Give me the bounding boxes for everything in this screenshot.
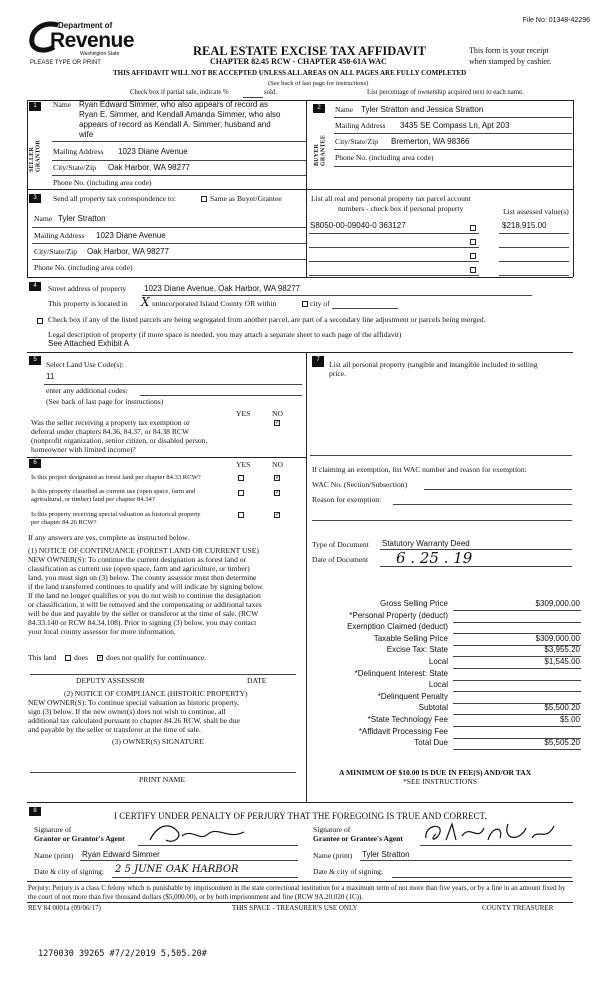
receipt-note-1: This form is your receipt — [469, 46, 549, 55]
same-as-buyer-label: Same as Buyer/Grantee — [210, 194, 282, 203]
parcel-list-label-2: numbers - check box if personal property — [338, 204, 464, 213]
this-land-label: This land — [28, 653, 57, 662]
continuance-4: land, you must sign on (3) below. The county assessor must then determine — [28, 573, 257, 582]
continuance-9: 84.33.140 or RCW 84.34.108). Prior to signing (3) below, you may contact — [28, 618, 257, 627]
no-header-6: NO — [272, 460, 283, 469]
city-checkbox[interactable] — [302, 301, 308, 307]
grantee-date-label: Date & city of signing: — [313, 867, 384, 876]
current-use-yes-checkbox[interactable] — [238, 490, 244, 496]
see-back: (See back of last page for instructions) — [268, 80, 369, 87]
fee-label: Total Due — [414, 738, 448, 748]
unincorporated-mark: X — [141, 295, 150, 309]
exemption-question-4: homeowner with limited income)? — [31, 445, 136, 454]
fee-label: Gross Selling Price — [379, 599, 448, 608]
parcel-number: S8050-00-09040-0 363127 — [310, 221, 406, 230]
grantee-sig-label-2: Grantee or Grantee's Agent — [313, 834, 403, 843]
fee-label: Taxable Selling Price — [373, 633, 448, 643]
compliance-2: NEW OWNER(S): To continue special valuation as historic property, — [28, 698, 240, 707]
logo-line1: Department of — [58, 21, 113, 30]
buyer-name: Tyler Stratton and Jessica Stratton — [361, 105, 484, 114]
assessed-label: List assessed value(s) — [503, 207, 569, 216]
buyer-name-label: Name — [335, 105, 354, 114]
exemption-question-3: (nonprofit organization, senior citizen, or disabled person, — [31, 436, 208, 445]
fee-value: $5,505.20 — [544, 738, 580, 748]
grantor-sig-label-2: Grantor or Grantor's Agent — [34, 834, 125, 843]
cashier-stamp: 1270030 39265 #7/2/2019 5,505.20# — [38, 949, 207, 959]
fee-label: Local — [428, 657, 448, 666]
compliance-1: (2) NOTICE OF COMPLIANCE (HISTORIC PROPERTY) — [64, 689, 248, 698]
section-7-number: 7 — [312, 356, 324, 367]
yes-header: YES — [236, 409, 251, 418]
fee-value: $309,000.00 — [535, 633, 580, 643]
doc-date-label: Date of Document — [312, 555, 369, 564]
tax-name: Tyler Stratton — [58, 214, 106, 223]
buyer-phone-label: Phone No. (including area code) — [335, 153, 434, 162]
deputy-assessor-label: DEPUTY ASSESSOR — [76, 676, 145, 685]
fee-label: Exemption Claimed (deduct) — [347, 622, 448, 632]
personal-property-checkbox[interactable] — [470, 267, 476, 273]
seller-mail-label: Mailing Address — [53, 147, 104, 156]
assessed-value: $218,915.00 — [502, 221, 547, 230]
seller-name-1: Ryan Edward Simmer, who also appears of record as — [79, 100, 268, 109]
no-header: NO — [272, 409, 283, 418]
grantee-signature — [422, 818, 572, 848]
grantor-sig-label-1: Signature of — [34, 825, 72, 834]
current-use-no-checkbox[interactable]: ✓ — [275, 490, 281, 496]
fee-value: $309,000.00 — [535, 599, 580, 608]
exemption-wac-label: If claiming an exemption, list WAC number and reason for exemption: — [312, 465, 527, 474]
buyer-grantee-label: BUYER GRANTEE — [314, 134, 327, 166]
does-qualify-checkbox[interactable] — [65, 655, 71, 661]
same-as-buyer-checkbox[interactable] — [201, 196, 207, 202]
logo-line3: Washington State — [80, 51, 120, 57]
land-use-code: 11 — [46, 372, 55, 381]
continuance-6: If the land no longer qualifies or you do not wish to continue the designation — [28, 591, 261, 600]
doc-type-label: Type of Document — [312, 540, 369, 549]
grantor-name-label: Name (print) — [34, 851, 74, 860]
tax-mail-label: Mailing Address — [34, 231, 85, 240]
grantor-date-city: 2 5 JUNE OAK HARBOR — [115, 864, 239, 875]
print-name-label: PRINT NAME — [139, 775, 186, 784]
treasurer-space: THIS SPACE - TREASURER'S USE ONLY — [232, 904, 358, 912]
personal-property-label-1: List all personal property (tangible and intangible included in selling — [329, 360, 538, 369]
buyer-mail: 3435 SE Compass Ln, Apt 203 — [400, 121, 510, 130]
historic-question-1: Is this property receiving special valuation as historical property — [31, 511, 201, 518]
exemption-no-checkbox[interactable]: ✓ — [275, 420, 281, 426]
current-use-question-1: Is this property classified as current use (open space, farm and — [31, 488, 196, 495]
ownership-note: List percentage of ownership acquired next to each name. — [367, 89, 524, 96]
fee-label: Local — [428, 680, 448, 690]
segregation-label: Check box if any of the listed parcels are being segregated from another parcel, are part of a secondary line adjustment or parcels being merged. — [48, 315, 486, 324]
receipt-note-2: when stamped by cashier. — [469, 57, 552, 66]
assessor-date-label: DATE — [247, 676, 267, 685]
compliance-4: additional tax calculated pursuant to chapter 84.26 RCW, shall be due — [28, 716, 240, 725]
certify-statement: I CERTIFY UNDER PENALTY OF PERJURY THAT THE FOREGOING IS TRUE AND CORRECT. — [114, 811, 487, 821]
form-subtitle: CHAPTER 82.45 RCW - CHAPTER 458-61A WAC — [210, 57, 387, 66]
legal-desc-label: Legal description of property (if more space is needed, you may attach a separate sheet to each page of the affidavit) — [48, 330, 402, 339]
city-of-label: city of — [310, 299, 330, 308]
personal-property-checkbox[interactable] — [470, 239, 476, 245]
seller-grantor-label: SELLER GRANTOR — [29, 140, 42, 172]
section-8-number: 8 — [29, 807, 41, 816]
section-2-number: 2 — [313, 104, 325, 113]
reason-label: Reason for exemption: — [312, 495, 382, 504]
fee-label: *Personal Property (deduct) — [349, 610, 448, 620]
seller-name-3: appears of record as Kendall A. Simmer, husband and — [79, 120, 271, 129]
fee-value: $1,545.00 — [544, 657, 580, 666]
legal-desc: See Attached Exhibit A — [48, 339, 129, 348]
tax-city-label: City/State/Zip — [34, 247, 78, 256]
fee-label: *State Technology Fee — [367, 715, 448, 724]
grantee-name-label: Name (print) — [313, 851, 353, 860]
located-in-label: This property is located in — [48, 299, 128, 308]
continuance-8: will be due and payable by the seller or transferor at the time of sale. (RCW — [28, 609, 259, 618]
continuance-5: if the land transferred continues to qualify and will indicate by signing below. — [28, 582, 264, 591]
exemption-question-1: Was the seller receiving a property tax exemption or — [31, 418, 190, 427]
compliance-3: sign (3) below. If the new owner(s) does not wish to continue, all — [28, 707, 226, 716]
minimum-due: A MINIMUM OF $10.00 IS DUE IN FEE(S) AND/OR TAX — [339, 768, 532, 777]
forest-yes-checkbox[interactable] — [238, 475, 244, 481]
fee-value: $3,955.20 — [544, 645, 580, 655]
continuance-1: (1) NOTICE OF CONTINUANCE (FOREST LAND OR CURRENT USE) — [28, 546, 259, 555]
warning: THIS AFFIDAVIT WILL NOT BE ACCEPTED UNLESS ALL AREAS ON ALL PAGES ARE FULLY COMPLETED — [113, 69, 467, 77]
does-not-label: does not qualify for continuance. — [106, 653, 207, 662]
fee-value: $5,500.20 — [544, 703, 580, 713]
seller-city: Oak Harbor, WA 98277 — [108, 163, 190, 172]
compliance-5: and payable by the seller or transferor at the time of sale. — [28, 725, 201, 734]
forest-no-checkbox[interactable]: ✓ — [275, 475, 281, 481]
grantor-date-label: Date & city of signing: — [34, 867, 105, 876]
land-use-instructions: (See back of last page for instructions) — [46, 397, 164, 406]
tax-name-label: Name — [34, 214, 53, 223]
wac-number-label: WAC No. (Section/Subsection) — [312, 480, 408, 489]
historic-yes-checkbox[interactable] — [238, 512, 244, 518]
dor-logo — [28, 15, 138, 65]
seller-name-label: Name — [53, 100, 72, 109]
fee-label: Subtotal — [418, 703, 448, 713]
historic-no-checkbox[interactable]: ✓ — [275, 512, 281, 518]
grantor-name: Ryan Edward Simmer — [82, 850, 160, 859]
section-6-number: 6 — [29, 459, 41, 468]
seller-mail: 1023 Diane Avenue — [118, 147, 188, 156]
file-number: File No: 01348-42296 — [522, 17, 590, 24]
tax-phone-label: Phone No. (including area code) — [34, 263, 133, 272]
seller-phone-label: Phone No. (including area code) — [53, 178, 152, 187]
grantor-signature — [148, 818, 254, 848]
see-instructions: *SEE INSTRUCTIONS — [403, 777, 478, 786]
section-3-number: 3 — [29, 194, 41, 203]
does-not-qualify-checkbox[interactable]: ✓ — [98, 655, 104, 661]
yes-header-6: YES — [236, 460, 251, 469]
tax-mail: 1023 Diane Avenue — [96, 231, 166, 240]
doc-type: Statutory Warranty Deed — [382, 539, 470, 548]
historic-question-2: per chapter 84.26 RCW? — [31, 519, 97, 526]
segregation-checkbox[interactable] — [37, 318, 43, 324]
fee-label: *Delinquent Penalty — [377, 691, 448, 701]
grantee-sig-label-1: Signature of — [313, 825, 351, 834]
send-correspondence: Send all property tax correspondence to: — [53, 194, 176, 203]
partial-sold: sold. — [264, 89, 278, 96]
current-use-question-2: agricultural, or timber) land per chapter 84.34? — [31, 496, 155, 503]
personal-property-checkbox[interactable] — [470, 253, 476, 259]
personal-property-label-2: price. — [329, 369, 347, 378]
personal-property-checkbox[interactable] — [470, 225, 476, 231]
owner-signature-label: (3) OWNER(S) SIGNATURE — [112, 737, 204, 746]
partial-sale-label: Check box if partial sale, indicate % — [130, 89, 229, 96]
county-treasurer: COUNTY TREASURER — [482, 904, 554, 912]
buyer-city-label: City/State/Zip — [335, 137, 379, 146]
street-address: 1023 Diane Avenue, Oak Harbor, WA 98277 — [144, 284, 301, 293]
grantee-name: Tyler Stratton — [362, 850, 410, 859]
fee-label: Excise Tax: State — [386, 645, 448, 655]
parcel-list-label-1: List all real and personal property tax parcel account — [311, 194, 471, 203]
exemption-question-2: deferral under chapters 84.36, 84.37, or 84.38 RCW — [31, 427, 190, 436]
unincorporated-label: unincorporated Island County OR within — [152, 299, 277, 308]
buyer-mail-label: Mailing Address — [335, 121, 386, 130]
fee-label: *Affidavit Processing Fee — [358, 726, 448, 736]
seller-city-label: City/State/Zip — [53, 163, 97, 172]
form-title: REAL ESTATE EXCISE TAX AFFIDAVIT — [193, 44, 426, 58]
continuance-2: NEW OWNER(S): To continue the current designation as forest land or — [28, 555, 247, 564]
fee-label: *Delinquent Interest: State — [354, 668, 448, 678]
section-4-number: 4 — [29, 282, 41, 291]
logo-word: Revenue — [50, 29, 135, 52]
does-label: does — [74, 653, 88, 662]
fee-value: $5.00 — [559, 715, 580, 724]
continuance-3: classification as current use (open space, farm and agriculture, or timber) — [28, 564, 250, 573]
form-revision: REV 84 0001a (09/06/17) — [28, 904, 101, 912]
buyer-city: Bremerton, WA 98366 — [391, 137, 470, 146]
doc-date: 6 . 25 . 19 — [396, 549, 473, 567]
street-label: Street address of property — [48, 284, 127, 293]
section-1-number: 1 — [29, 102, 41, 111]
land-use-label: Select Land Use Code(s): — [46, 360, 124, 369]
seller-name-2: Ryan E. Simmer, and Kendall Amanda Simmer, who also — [79, 110, 281, 119]
continuance-7: or classification, it will be removed and the compensating or additional taxes — [28, 600, 262, 609]
perjury-notice: Perjury: Perjury is a class C felony which is punishable by imprisonment in the state correctional institution for a maximum term of not more than five years, or by a fine in an amount fixed by the court of not more than five thousand dollars ($5,000.00), or by both imprisonment and fine (RCW 9A.20.020 (1C)). — [28, 884, 566, 901]
additional-codes-label: enter any additional codes: — [46, 386, 128, 395]
please-type: PLEASE TYPE OR PRINT — [30, 60, 101, 66]
continuance-10: your local county assessor for more information. — [28, 627, 176, 636]
section-5-number: 5 — [29, 356, 41, 365]
any-yes-note: If any answers are yes, complete as instructed below. — [28, 533, 190, 542]
seller-name-4: wife — [79, 130, 94, 139]
forest-question: Is this project designated as forest land per chapter 84.33 RCW? — [31, 474, 201, 481]
tax-city: Oak Harbor, WA 98277 — [87, 247, 169, 256]
